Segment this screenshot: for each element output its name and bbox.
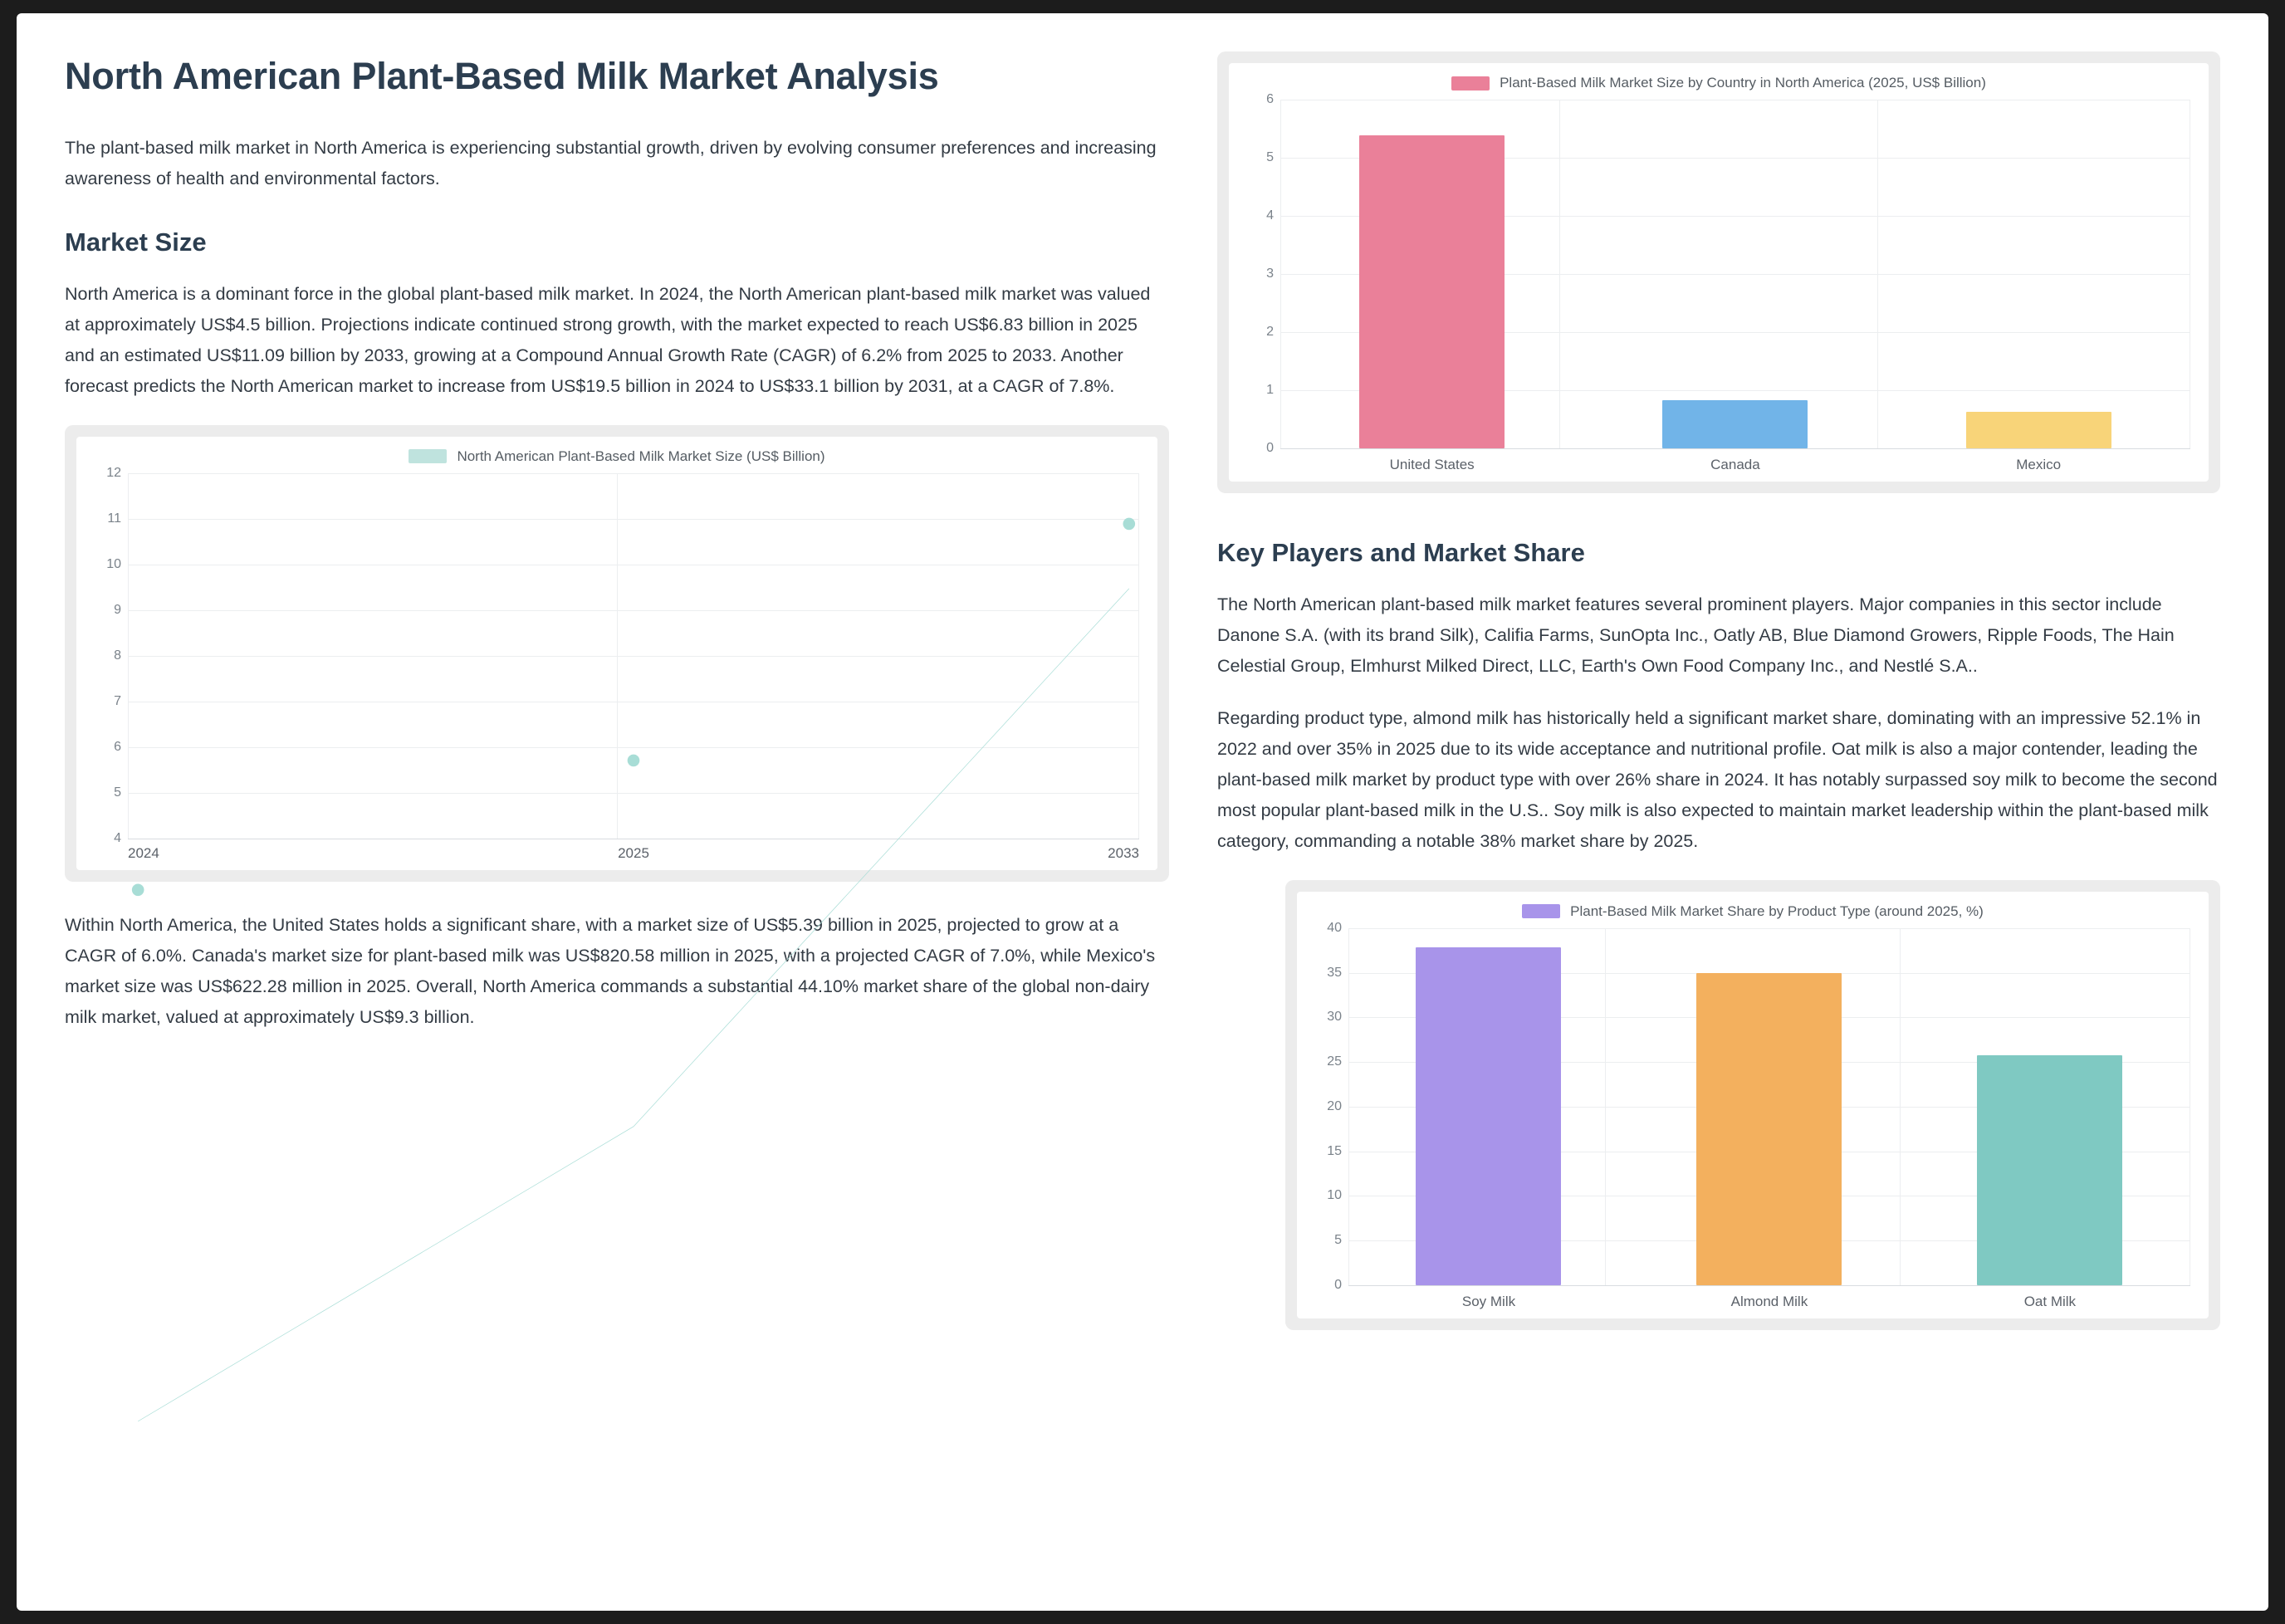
chart-market-size-line: [65, 425, 1169, 882]
chart-legend: [1242, 75, 2195, 91]
chart-title: North American Plant-Based Milk Market Size (US$ Billion): [457, 448, 825, 464]
y-tick: 20: [1327, 1098, 1342, 1113]
y-tick: 5: [1266, 149, 1274, 164]
y-tick: 8: [114, 648, 121, 663]
key-players-paragraph-2: Regarding product type, almond milk has historically held a significant market share, dominating with an impressive 52.1% in 2022 and over 35% in 2025 due to its wide acceptance and nutritional profile. Oat milk is also a major contender, leading the plant-based milk market by product type with over 26% share in 2024. It has notably surpassed soy milk to become the second most popular plant-based milk in the U.S.. Soy milk is also expected to maintain market leadership within the plant-based milk category, commanding a notable 38% market share by 2025.: [1217, 707, 2218, 851]
x-tick-label: Canada: [1710, 457, 1760, 472]
plot-area: [1310, 920, 2195, 1292]
market-size-paragraph-1: North America is a dominant force in the global plant-based milk market. In 2024, the North American plant-based milk market was valued at approximately US$4.5 billion. Projections indicate continued strong growth, with the market expected to reach US$6.83 billion in 2025 and an estimated US$11.09 billion by 2033, growing at a Compound Annual Growth Rate (CAGR) of 6.2% from 2025 to 2033. Another forecast predicts the North American market to increase from US$19.5 billion in 2024 to US$33.1 billion by 2031, at a CAGR of 7.8%.: [65, 283, 1151, 396]
y-tick: 3: [1266, 267, 1274, 281]
x-tick-label: Oat Milk: [2023, 1293, 2077, 1309]
plot-area: [1242, 92, 2195, 455]
x-axis-labels: [1280, 457, 2190, 473]
x-tick-label: 2025: [618, 844, 649, 861]
legend-swatch-icon: [409, 449, 447, 463]
y-tick: 0: [1266, 441, 1274, 455]
y-tick: 10: [1327, 1188, 1342, 1203]
bar-series: [1348, 928, 2190, 1285]
data-point: [628, 754, 640, 766]
y-tick: 30: [1327, 1010, 1342, 1025]
x-axis-labels: [1348, 1294, 2190, 1310]
y-tick: 11: [107, 511, 121, 526]
legend-swatch-icon: [1451, 76, 1490, 90]
plot-area: [90, 465, 1144, 845]
section-heading-market-size: Market Size: [65, 227, 207, 257]
bar-mexico: [1966, 412, 2111, 448]
y-axis: [1242, 92, 1280, 455]
x-axis-line: [1348, 1285, 2190, 1286]
y-tick: 5: [1334, 1233, 1342, 1247]
chart-legend: [1310, 903, 2195, 920]
left-column: [65, 51, 1169, 1578]
bar-united-states: [1359, 135, 1505, 448]
y-tick: 4: [114, 830, 121, 845]
data-point: [1123, 517, 1135, 530]
data-point: [132, 883, 144, 896]
y-tick: 7: [114, 693, 121, 708]
bar-soy-milk: [1416, 947, 1561, 1284]
x-tick-label: 2033: [1108, 844, 1139, 861]
line-series-markers: [128, 473, 1139, 918]
key-players-paragraph-1: The North American plant-based milk market features several prominent players. Major companies in this sector include Danone S.A. (with its brand Silk), Califia Farms, SunOpta Inc., Oatly AB, Blue Diamond Growers, Ripple Foods, The Hain Celestial Group, Elmhurst Milked Direct, LLC, Earth's Own Food Company Inc., and Nestlé S.A..: [1217, 594, 2175, 676]
chart-title: Plant-Based Milk Market Size by Country in North America (2025, US$ Billion): [1500, 75, 1986, 90]
y-tick: 0: [1334, 1277, 1342, 1292]
chart-country-bar: [1217, 51, 2220, 493]
y-tick: 6: [114, 739, 121, 754]
y-tick: 2: [1266, 324, 1274, 339]
chart-title: Plant-Based Milk Market Share by Product Type (around 2025, %): [1570, 902, 1984, 919]
section-heading-key-players: Key Players and Market Share: [1217, 538, 1585, 567]
x-tick-label: United States: [1389, 457, 1475, 472]
intro-paragraph: The plant-based milk market in North America is experiencing substantial growth, driven by evolving consumer preferences and increasing awareness of health and environmental factors.: [65, 137, 1157, 188]
x-tick-label: Mexico: [2016, 457, 2062, 472]
bar-series: [1280, 100, 2190, 448]
y-tick: 40: [1327, 920, 1342, 935]
y-tick: 10: [106, 556, 121, 571]
bar-oat-milk: [1977, 1055, 2122, 1285]
y-tick: 9: [114, 602, 121, 617]
chart-product-type-bar: [1285, 880, 2220, 1330]
y-tick: 12: [106, 465, 121, 480]
y-tick: 4: [1266, 208, 1274, 223]
right-column: [1217, 51, 2220, 1578]
y-tick: 1: [1266, 382, 1274, 397]
page-title: North American Plant-Based Milk Market Analysis: [65, 55, 939, 97]
document-sheet: [17, 13, 2268, 1611]
x-tick-label: Almond Milk: [1730, 1293, 1808, 1309]
chart-legend: [90, 448, 1144, 465]
y-tick: 5: [114, 785, 121, 800]
y-tick: 25: [1327, 1054, 1342, 1069]
y-tick: 6: [1266, 92, 1274, 106]
market-size-paragraph-2: Within North America, the United States holds a significant share, with a market size of US$5.39 billion in 2025, projected to grow at a CAGR of 6.0%. Canada's market size for plant-based milk was US$820.58 million in 2025, with a projected CAGR of 7.0%, while Mexico's market size was US$622.28 million in 2025. Overall, North America commands a substantial 44.10% market share of the global non-dairy milk market, valued at approximately US$9.3 billion.: [65, 914, 1156, 1027]
x-tick-label: 2024: [128, 844, 159, 861]
bar-almond-milk: [1696, 973, 1842, 1284]
legend-swatch-icon: [1522, 904, 1560, 918]
y-axis: [1310, 920, 1348, 1292]
y-axis: [90, 465, 128, 845]
y-tick: 35: [1327, 965, 1342, 980]
x-tick-label: Soy Milk: [1461, 1293, 1516, 1309]
y-tick: 15: [1327, 1143, 1342, 1158]
x-axis-line: [1280, 448, 2190, 449]
bar-canada: [1662, 400, 1808, 448]
